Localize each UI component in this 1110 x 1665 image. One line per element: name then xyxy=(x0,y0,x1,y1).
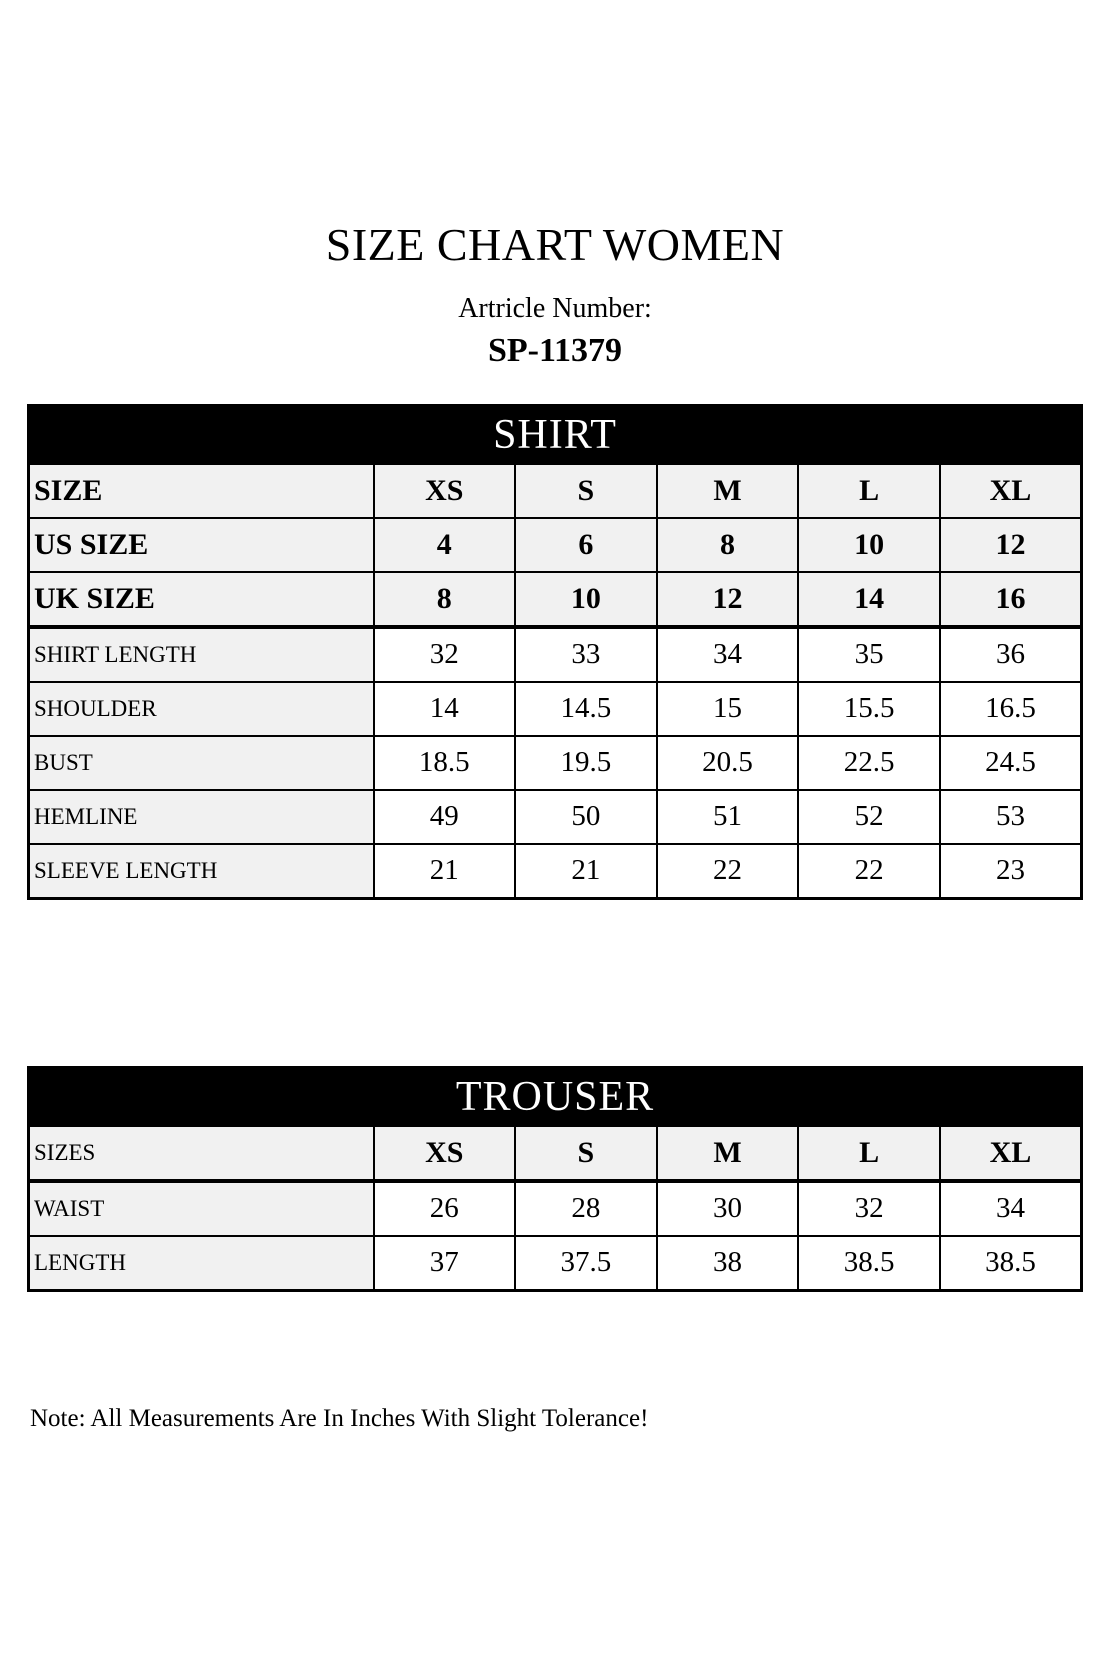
trouser-size-table xyxy=(27,1066,1083,1292)
table-row xyxy=(29,844,1082,899)
table-row xyxy=(29,1181,1082,1236)
measurement-value-cell: 21 xyxy=(374,844,516,899)
measurement-value-cell: 38 xyxy=(657,1236,799,1291)
measurement-value-cell: 20.5 xyxy=(657,736,799,790)
table-row xyxy=(29,736,1082,790)
size-value-cell: 8 xyxy=(374,572,516,627)
row-label-cell: LENGTH xyxy=(29,1236,374,1291)
row-label-cell: BUST xyxy=(29,736,374,790)
measurement-value-cell: 14.5 xyxy=(515,682,657,736)
measurement-value-cell: 26 xyxy=(374,1181,516,1236)
table-row xyxy=(29,790,1082,844)
size-value-cell: 10 xyxy=(798,518,940,572)
article-number-value: SP-11379 xyxy=(487,331,623,369)
measurement-value-cell: 52 xyxy=(798,790,940,844)
measurement-value-cell: 51 xyxy=(657,790,799,844)
measurement-note: Note: All Measurements Are In Inches With Slight Tolerance! xyxy=(30,1404,649,1432)
size-value-cell: XS xyxy=(374,464,516,518)
measurement-value-cell: 37 xyxy=(374,1236,516,1291)
size-value-cell: S xyxy=(515,1126,657,1181)
table-row xyxy=(29,572,1082,627)
measurement-value-cell: 22.5 xyxy=(798,736,940,790)
row-label-cell: SHOULDER xyxy=(29,682,374,736)
size-value-cell: 14 xyxy=(798,572,940,627)
measurement-value-cell: 30 xyxy=(657,1181,799,1236)
article-number-label: Artricle Number: xyxy=(458,292,652,324)
measurement-value-cell: 24.5 xyxy=(940,736,1082,790)
measurement-value-cell: 37.5 xyxy=(515,1236,657,1291)
measurement-value-cell: 14 xyxy=(374,682,516,736)
size-value-cell: 16 xyxy=(940,572,1082,627)
measurement-value-cell: 22 xyxy=(657,844,799,899)
size-value-cell: M xyxy=(657,1126,799,1181)
size-value-cell: 4 xyxy=(374,518,516,572)
measurement-value-cell: 36 xyxy=(940,627,1082,682)
measurement-value-cell: 38.5 xyxy=(940,1236,1082,1291)
size-value-cell: XS xyxy=(374,1126,516,1181)
table-title-row xyxy=(29,405,1082,464)
measurement-value-cell: 34 xyxy=(940,1181,1082,1236)
size-value-cell: 6 xyxy=(515,518,657,572)
table-title-bar: TROUSER xyxy=(29,1067,1082,1126)
size-value-cell: 12 xyxy=(657,572,799,627)
measurement-value-cell: 35 xyxy=(798,627,940,682)
measurement-value-cell: 32 xyxy=(374,627,516,682)
measurement-value-cell: 15.5 xyxy=(798,682,940,736)
measurement-value-cell: 34 xyxy=(657,627,799,682)
row-label-cell: SHIRT LENGTH xyxy=(29,627,374,682)
table-row xyxy=(29,1236,1082,1291)
size-value-cell: L xyxy=(798,464,940,518)
size-value-cell: 10 xyxy=(515,572,657,627)
table-title-bar: SHIRT xyxy=(29,405,1082,464)
table-row xyxy=(29,518,1082,572)
table-title-row xyxy=(29,1067,1082,1126)
size-value-cell: L xyxy=(798,1126,940,1181)
size-value-cell: S xyxy=(515,464,657,518)
measurement-value-cell: 21 xyxy=(515,844,657,899)
measurement-value-cell: 28 xyxy=(515,1181,657,1236)
measurement-value-cell: 16.5 xyxy=(940,682,1082,736)
measurement-value-cell: 50 xyxy=(515,790,657,844)
measurement-value-cell: 22 xyxy=(798,844,940,899)
row-label-cell: US SIZE xyxy=(29,518,374,572)
shirt-size-table xyxy=(27,404,1083,900)
page-title: SIZE CHART WOMEN xyxy=(325,219,785,270)
table-row xyxy=(29,1126,1082,1181)
measurement-value-cell: 33 xyxy=(515,627,657,682)
row-label-cell: SIZES xyxy=(29,1126,374,1181)
size-value-cell: M xyxy=(657,464,799,518)
size-value-cell: 12 xyxy=(940,518,1082,572)
measurement-value-cell: 53 xyxy=(940,790,1082,844)
size-value-cell: 8 xyxy=(657,518,799,572)
table-row xyxy=(29,464,1082,518)
measurement-value-cell: 15 xyxy=(657,682,799,736)
row-label-cell: SLEEVE LENGTH xyxy=(29,844,374,899)
row-label-cell: SIZE xyxy=(29,464,374,518)
measurement-value-cell: 23 xyxy=(940,844,1082,899)
size-value-cell: XL xyxy=(940,464,1082,518)
row-label-cell: HEMLINE xyxy=(29,790,374,844)
measurement-value-cell: 32 xyxy=(798,1181,940,1236)
measurement-value-cell: 19.5 xyxy=(515,736,657,790)
measurement-value-cell: 18.5 xyxy=(374,736,516,790)
row-label-cell: WAIST xyxy=(29,1181,374,1236)
measurement-value-cell: 38.5 xyxy=(798,1236,940,1291)
tables-wrap xyxy=(27,404,1083,1292)
measurement-value-cell: 49 xyxy=(374,790,516,844)
table-row xyxy=(29,682,1082,736)
table-row xyxy=(29,627,1082,682)
row-label-cell: UK SIZE xyxy=(29,572,374,627)
size-value-cell: XL xyxy=(940,1126,1082,1181)
